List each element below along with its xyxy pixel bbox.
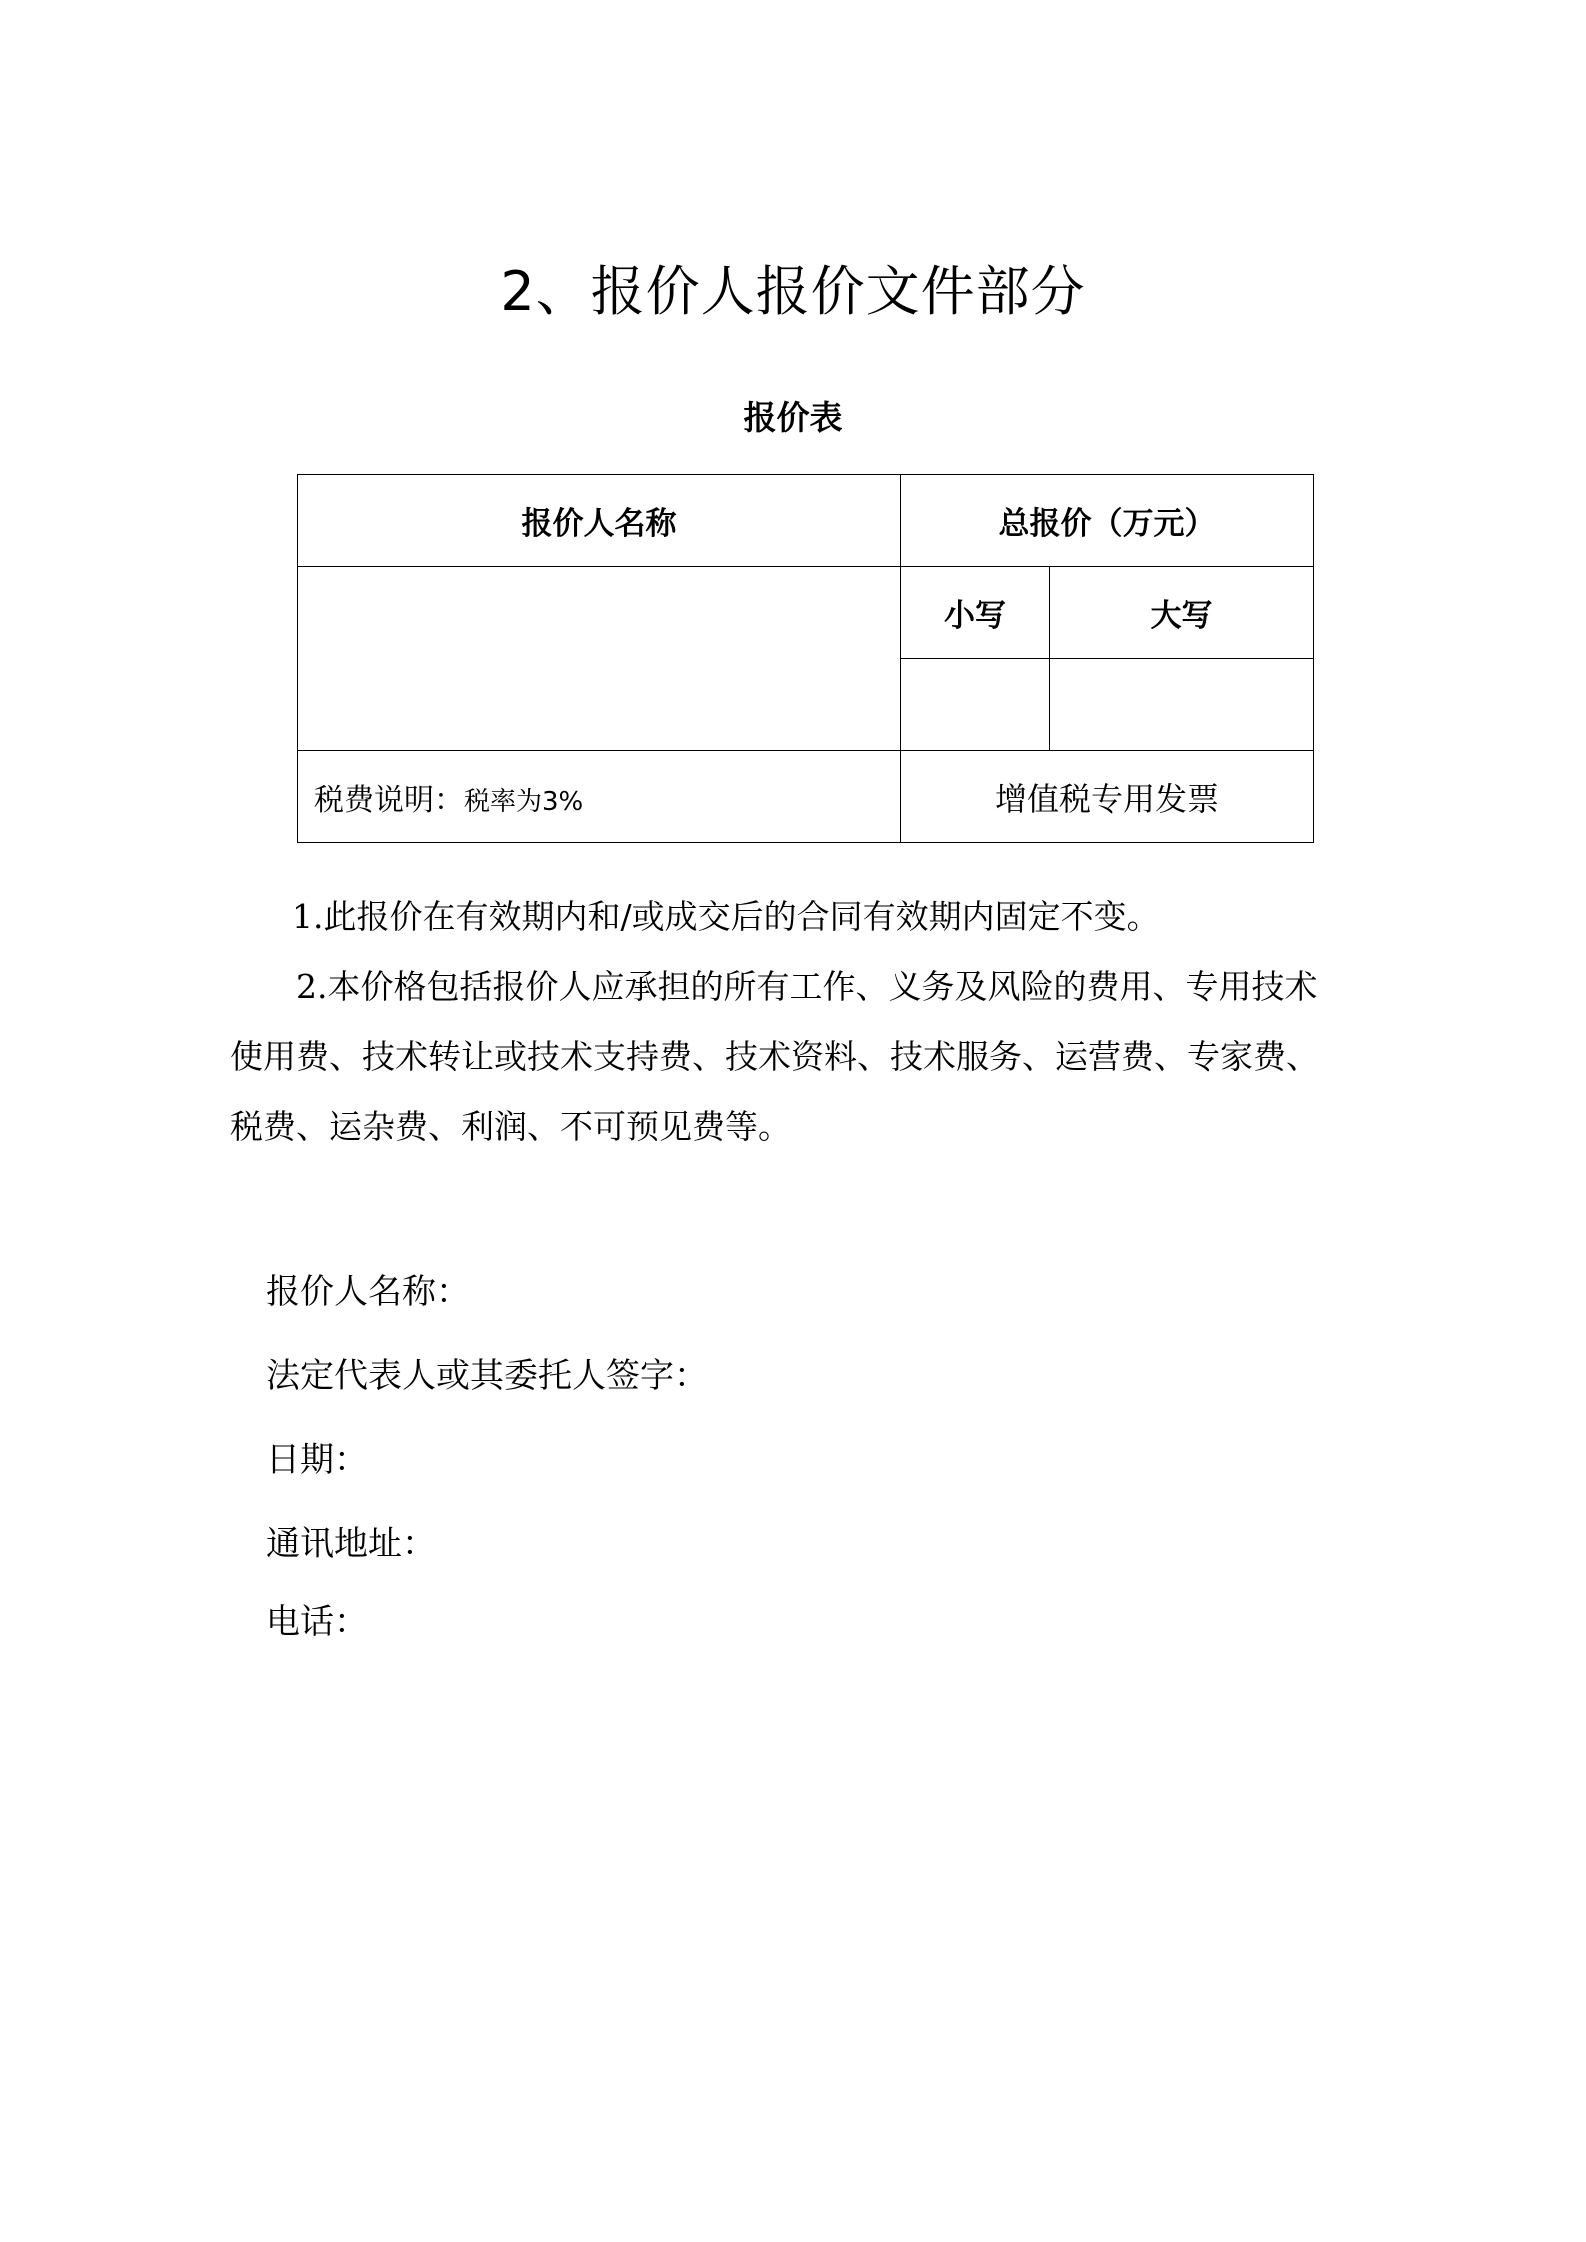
header-total-price: 总报价（万元）: [901, 475, 1314, 567]
signature-date: 日期：: [266, 1440, 368, 1480]
tax-rate: 税率为3%: [464, 786, 584, 817]
uppercase-amount-cell[interactable]: [1050, 659, 1314, 751]
table-tax-row: [298, 751, 1314, 843]
signature-bidder-name: 报价人名称：: [266, 1272, 470, 1312]
header-uppercase-amount: 大写: [1050, 567, 1314, 659]
signature-representative: 法定代表人或其委托人签字：: [266, 1356, 708, 1396]
table-subheader-row: [298, 567, 1314, 659]
table-header-row: [298, 475, 1314, 567]
quote-table: [297, 474, 1314, 843]
tax-note-cell: [298, 751, 901, 843]
invoice-type-cell: 增值税专用发票: [901, 751, 1314, 843]
table-title: 报价表: [743, 398, 843, 437]
tax-note-label: 税费说明：: [314, 782, 464, 818]
note-item: 1.此报价在有效期内和/或成交后的合同有效期内固定不变。: [292, 897, 1160, 936]
header-bidder-name: 报价人名称: [298, 475, 901, 567]
note-item: 2.本价格包括报价人应承担的所有工作、义务及风险的费用、专用技术使用费、技术转让或技术支持费、技术资料、技术服务、运营费、专家费、税费、运杂费、利润、不可预见费等。: [230, 967, 1319, 1146]
signature-address: 通讯地址：: [266, 1524, 436, 1564]
bidder-name-cell[interactable]: [298, 567, 901, 751]
signature-phone: 电话：: [266, 1602, 368, 1642]
lowercase-amount-cell[interactable]: [901, 659, 1050, 751]
header-lowercase-amount: 小写: [901, 567, 1050, 659]
section-heading: 2、报价人报价文件部分: [500, 260, 1086, 323]
notes-section: [230, 882, 1340, 1162]
